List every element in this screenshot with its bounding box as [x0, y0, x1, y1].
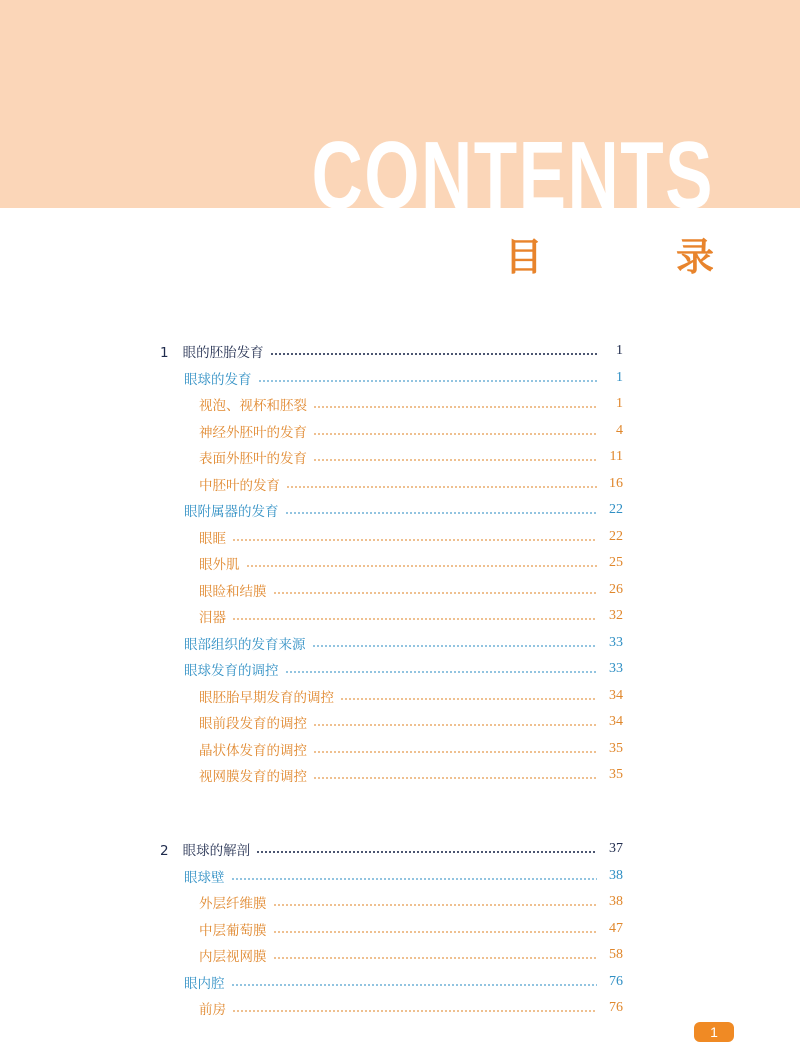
toc-entry[interactable] — [199, 577, 623, 603]
toc-title: 目 录 — [504, 234, 774, 279]
toc-entry-label — [199, 447, 307, 467]
toc-entry[interactable] — [199, 418, 623, 444]
toc-page-number: 34 — [609, 687, 623, 703]
toc-page-number: 32 — [609, 608, 623, 623]
toc-entry-label — [199, 686, 334, 706]
toc-entry-text: 外层纤维膜 — [199, 896, 267, 913]
dot-leader — [340, 698, 597, 700]
toc-entry[interactable] — [199, 736, 623, 762]
dot-leader — [313, 751, 597, 753]
toc-entry-label — [199, 606, 226, 626]
toc-entry-text: 眼的胚胎发育 — [182, 345, 264, 361]
toc-entry[interactable] — [199, 391, 623, 417]
toc-entry-label — [199, 945, 267, 965]
toc-entry-text: 眼睑和结膜 — [199, 583, 267, 600]
dot-leader — [286, 486, 597, 488]
toc-page-number: 47 — [609, 920, 623, 936]
toc-entry[interactable] — [160, 338, 623, 364]
toc-entry-label — [184, 866, 225, 886]
toc-entry[interactable] — [184, 969, 623, 995]
dot-leader — [246, 565, 598, 567]
toc-entry-text: 眼胚胎早期发育的调控 — [199, 689, 334, 706]
toc-entry[interactable] — [184, 863, 623, 889]
toc-entry-text: 视泡、视杯和胚裂 — [199, 398, 307, 414]
toc-page-number: 26 — [609, 581, 623, 597]
toc-entry-label — [199, 998, 226, 1018]
dot-leader — [313, 459, 597, 461]
toc-entry[interactable] — [184, 630, 623, 656]
toc-entry-text: 眼部组织的发育来源 — [184, 636, 306, 653]
toc-entry-label — [184, 972, 225, 992]
dot-leader — [270, 353, 597, 355]
toc-entry[interactable] — [199, 524, 623, 550]
toc-entry[interactable] — [184, 656, 623, 682]
toc-entry[interactable] — [199, 603, 623, 629]
dot-leader — [313, 724, 597, 726]
page-number-badge: 1 — [694, 1022, 734, 1042]
dot-leader — [232, 1010, 597, 1012]
dot-leader — [313, 777, 597, 779]
toc-entry-label — [199, 474, 280, 494]
toc-page-number: 22 — [609, 528, 623, 544]
toc-entry-label — [184, 368, 252, 388]
dot-leader — [258, 380, 598, 382]
toc-entry-label — [160, 839, 250, 859]
dot-leader — [231, 984, 598, 986]
dot-leader — [273, 931, 598, 933]
toc-entry-text: 内层视网膜 — [199, 949, 267, 966]
dot-leader — [232, 618, 597, 620]
toc-entry-label — [199, 739, 307, 759]
toc-entry-text: 眼附属器的发育 — [184, 504, 279, 520]
toc-entry-text: 眼前段发育的调控 — [199, 716, 307, 732]
toc-entry-label — [199, 919, 267, 939]
dot-leader — [312, 645, 598, 647]
toc-entry-text: 中胚叶的发育 — [199, 477, 280, 494]
toc-page-number: 1 — [616, 396, 623, 411]
toc-entry[interactable] — [199, 709, 623, 735]
dot-leader — [273, 957, 598, 959]
toc-page-number: 16 — [609, 475, 623, 491]
toc-entry[interactable] — [199, 995, 623, 1021]
toc-entry[interactable] — [199, 916, 623, 942]
dot-leader — [232, 539, 597, 541]
toc-entry-label — [199, 527, 226, 547]
toc-entry[interactable] — [199, 550, 623, 576]
toc-entry[interactable] — [199, 762, 623, 788]
toc-entry-label — [199, 765, 307, 785]
toc-page-number: 33 — [609, 661, 623, 676]
toc-entry-text: 前房 — [199, 1002, 226, 1019]
toc-page-number: 76 — [609, 1000, 623, 1016]
toc-page-number: 22 — [609, 502, 623, 517]
toc-entry-text: 眼外肌 — [199, 557, 240, 573]
dot-leader — [231, 878, 598, 880]
dot-leader — [285, 671, 598, 673]
dot-leader — [273, 904, 598, 906]
toc-entry-text: 眼内腔 — [184, 975, 225, 992]
toc-entry-label — [199, 892, 267, 912]
toc-entry-text: 眼球发育的调控 — [184, 663, 279, 679]
toc-entry-label — [184, 659, 279, 679]
toc-entry-label — [199, 553, 240, 573]
toc-page-number: 1 — [616, 343, 623, 358]
toc-entry[interactable] — [199, 471, 623, 497]
toc-entry-label — [184, 633, 306, 653]
dot-leader — [285, 512, 598, 514]
toc-entry-label — [199, 394, 307, 414]
toc-entry-label — [199, 580, 267, 600]
toc-page-number: 38 — [609, 867, 623, 883]
toc-entry-label — [199, 421, 307, 441]
toc-entry-text: 视网膜发育的调控 — [199, 769, 307, 785]
toc-entry[interactable] — [184, 365, 623, 391]
dot-leader — [313, 406, 597, 408]
toc-entry[interactable] — [199, 444, 623, 470]
toc-entry-text: 晶状体发育的调控 — [199, 742, 307, 759]
contents-heading: CONTENTS — [311, 122, 714, 208]
dot-leader — [313, 433, 597, 435]
header-band — [0, 0, 800, 208]
toc-entry[interactable] — [199, 683, 623, 709]
toc-page-number: 34 — [609, 714, 623, 729]
dot-leader — [256, 851, 597, 853]
chapter-number: 2 — [160, 843, 169, 860]
chapter-number: 1 — [160, 345, 169, 361]
toc-entry-label — [184, 500, 279, 520]
toc-entry[interactable] — [199, 942, 623, 968]
toc-page-number: 76 — [609, 973, 623, 989]
toc-entry-text: 神经外胚叶的发育 — [199, 424, 307, 441]
toc-page-number: 25 — [609, 555, 623, 570]
toc-entry-text: 眼球壁 — [184, 869, 225, 886]
toc-page-number: 11 — [609, 449, 623, 464]
toc-page-number: 37 — [609, 841, 623, 857]
toc-page-number: 1 — [616, 369, 623, 385]
toc-entry-text: 眼球的解剖 — [182, 843, 251, 860]
toc-entry[interactable] — [199, 889, 623, 915]
toc-page-number: 35 — [609, 740, 623, 756]
toc-page-number: 35 — [609, 767, 623, 782]
toc-entry[interactable] — [160, 836, 623, 862]
dot-leader — [273, 592, 598, 594]
toc-page-number: 58 — [609, 947, 623, 963]
toc-entry-text: 眼球的发育 — [184, 371, 252, 388]
toc-page-number: 4 — [616, 422, 623, 438]
toc-entry-text: 泪器 — [199, 610, 226, 626]
toc-entry-text: 表面外胚叶的发育 — [199, 451, 307, 467]
toc-entry[interactable] — [184, 497, 623, 523]
toc-page-number: 33 — [609, 634, 623, 650]
toc-entry-label — [199, 712, 307, 732]
toc-entry-label — [160, 341, 264, 361]
toc-page-number: 38 — [609, 894, 623, 910]
toc-entry-text: 眼眶 — [199, 530, 226, 547]
toc-entry-text: 中层葡萄膜 — [199, 922, 267, 939]
